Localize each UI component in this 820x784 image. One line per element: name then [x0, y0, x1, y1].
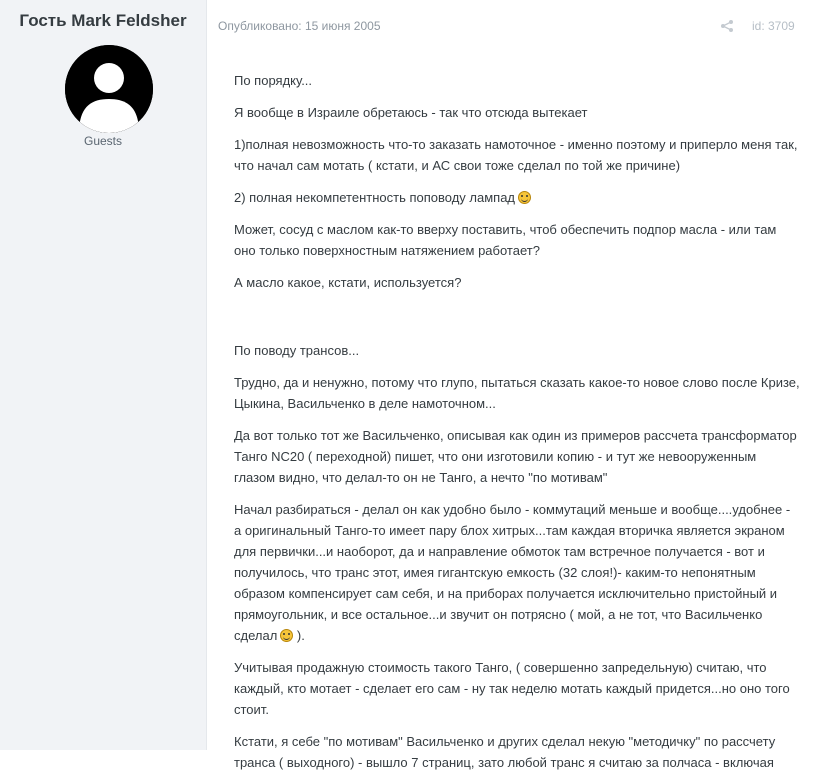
author-group: Guests	[83, 134, 122, 148]
post-content	[234, 70, 800, 784]
avatar[interactable]	[65, 45, 153, 133]
paragraph	[234, 187, 800, 208]
paragraph: Трудно, да и ненужно, потому что глупо, пытаться сказать какое-то новое слово после Кризе, Цыкина, Васильченко в деле намоточном...	[234, 375, 800, 411]
paragraph: По поводу трансов...	[234, 343, 360, 358]
post-date[interactable]: Опубликовано: 15 июня 2005	[218, 19, 381, 33]
paragraph: Да вот только тот же Васильченко, описывая как один из примеров рассчета трансформатор Танго NC20 ( переходной) пишет, что они изготовили копию - и тут же невооруженным глазом видно, что делал-то он не Танго, а нечто "по мотивам"	[234, 428, 797, 485]
paragraph-text: Начал разбираться - делал он как удобно было - коммутаций меньше и вообще....удобнее - а оригинальный Танго-то имеет пару блох хитрых...там каждая вторичка является экраном для первички...и наоборот, да и направление обмоток там встречное получается - вот и получилось, что транс этот, имея гигантскую емкость (32 слоя!)- каким-то непонятным образом компенсирует сам себя, и на приборах получается исключительно пристойный и прямоугольник, и все остальное...и звучит он потрясно ( мой, а не тот, что Васильченко сделал	[234, 502, 791, 643]
paragraph-tail: ).	[296, 628, 305, 643]
share-icon[interactable]	[720, 19, 734, 33]
paragraph: А масло какое, кстати, используется?	[234, 275, 462, 290]
default-user-avatar-icon	[65, 45, 153, 133]
smile-emoji-icon	[280, 629, 293, 642]
author-name[interactable]: Гость Mark Feldsher	[19, 11, 187, 30]
post-id[interactable]: id: 3709	[752, 19, 795, 33]
sidebar-divider	[206, 0, 207, 750]
laugh-emoji-icon	[518, 191, 531, 204]
empty-line	[234, 304, 800, 340]
paragraph-text: 2) полная некомпетентность поповоду лампад	[234, 190, 516, 205]
paragraph: Кстати, я себе "по мотивам" Васильченко и других сделал некую "методичку" по рассчету транса ( выходного) - вышло 7 страниц, зато любой транс я считаю за полчаса - включая	[234, 734, 776, 770]
paragraph: По порядку...	[234, 73, 313, 88]
paragraph: Учитывая продажную стоимость такого Танго, ( совершенно запредельную) считаю, что каждый, кто мотает - сделает его сам - ну так неделю мотать каждый придется...но оно того стоит.	[234, 660, 790, 717]
paragraph: Я вообще в Израиле обретаюсь - так что отсюда вытекает	[234, 105, 588, 120]
paragraph	[234, 499, 800, 646]
author-sidebar	[0, 0, 206, 750]
paragraph: Может, сосуд с маслом как-то вверху поставить, чтоб обеспечить подпор масла - или там оно только поверхностным натяжением работает?	[234, 222, 777, 258]
paragraph: 1)полная невозможность что-то заказать намоточное - именно поэтому и приперло меня так, что начал сам мотать ( кстати, и АС свои тоже сделал по той же причине)	[234, 137, 798, 173]
